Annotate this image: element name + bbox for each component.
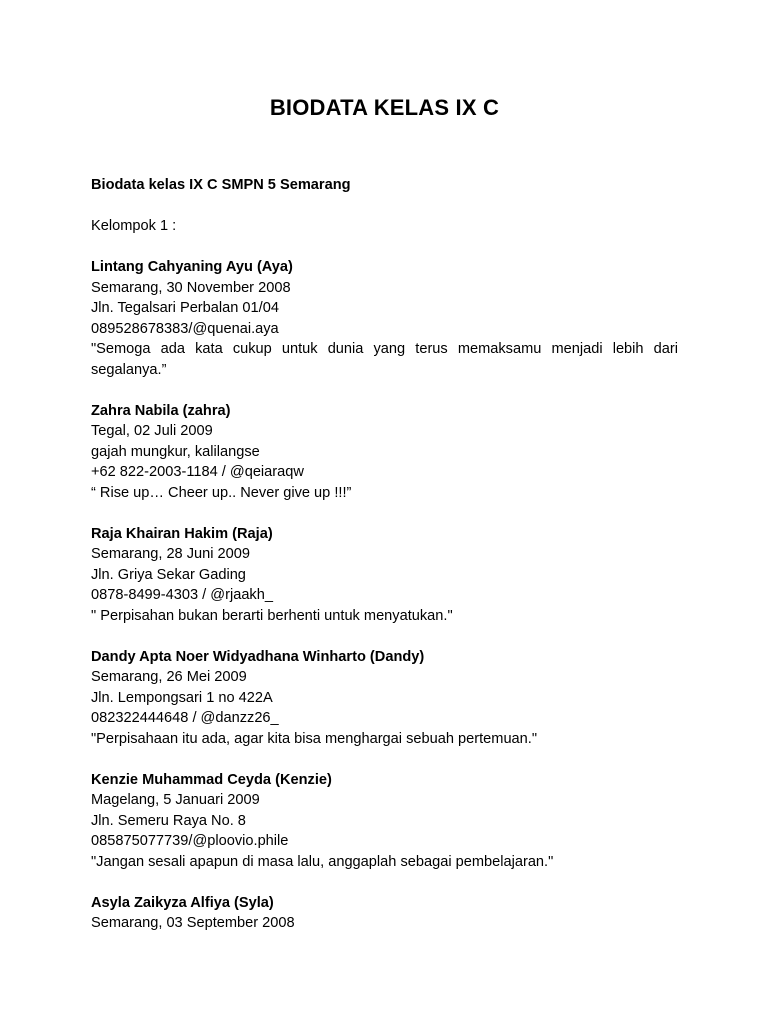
document-title: BIODATA KELAS IX C — [269, 95, 500, 120]
student-address: Jln. Lempongsari 1 no 422A — [91, 689, 273, 706]
student-contact: 082322444648 / @danzz26_ — [91, 710, 279, 726]
student-quote: “ Rise up… Cheer up.. Never give up !!!” — [91, 484, 352, 501]
student-address: gajah mungkur, kalilangse — [91, 443, 260, 460]
student-name: Raja Khairan Hakim (Raja) — [91, 525, 273, 542]
student-entry — [91, 893, 678, 934]
student-name: Asyla Zaikyza Alfiya (Syla) — [91, 894, 274, 911]
student-entry — [91, 257, 678, 380]
student-quote: "Jangan sesali apapun di masa lalu, anggaplah sebagai pembelajaran." — [91, 853, 554, 870]
student-birth: Magelang, 5 Januari 2009 — [91, 792, 260, 808]
student-contact: 089528678383/@quenai.aya — [91, 320, 279, 337]
student-address: Jln. Tegalsari Perbalan 01/04 — [91, 300, 279, 316]
student-contact: +62 822-2003-1184 / @qeiaraqw — [91, 464, 304, 480]
student-entry — [91, 524, 678, 627]
student-entry — [91, 770, 678, 873]
student-quote: "Semoga ada kata cukup untuk dunia yang terus memaksamu menjadi lebih dari segalanya.” — [91, 341, 678, 378]
student-address: Jln. Griya Sekar Gading — [91, 566, 246, 583]
student-birth: Tegal, 02 Juli 2009 — [91, 423, 213, 439]
student-birth: Semarang, 03 September 2008 — [91, 915, 295, 931]
student-name: Lintang Cahyaning Ayu (Aya) — [91, 259, 293, 275]
student-name: Dandy Apta Noer Widyadhana Winharto (Dandy) — [91, 648, 425, 665]
student-entry — [91, 647, 678, 750]
student-contact: 085875077739/@ploovio.phile — [91, 833, 289, 849]
student-birth: Semarang, 30 November 2008 — [91, 279, 291, 296]
student-name: Kenzie Muhammad Ceyda (Kenzie) — [91, 771, 332, 788]
student-birth: Semarang, 28 Juni 2009 — [91, 546, 251, 562]
student-quote: "Perpisahaan itu ada, agar kita bisa menghargai sebuah pertemuan." — [91, 730, 538, 747]
student-contact: 0878-8499-4303 / @rjaakh_ — [91, 587, 273, 603]
student-name: Zahra Nabila (zahra) — [91, 402, 231, 419]
group-label: Kelompok 1 : — [91, 218, 177, 234]
student-birth: Semarang, 26 Mei 2009 — [91, 669, 247, 685]
document-subtitle: Biodata kelas IX C SMPN 5 Semarang — [91, 177, 351, 193]
student-address: Jln. Semeru Raya No. 8 — [91, 812, 246, 829]
student-quote: " Perpisahan bukan berarti berhenti untuk menyatukan." — [91, 607, 453, 624]
student-entry — [91, 401, 678, 504]
